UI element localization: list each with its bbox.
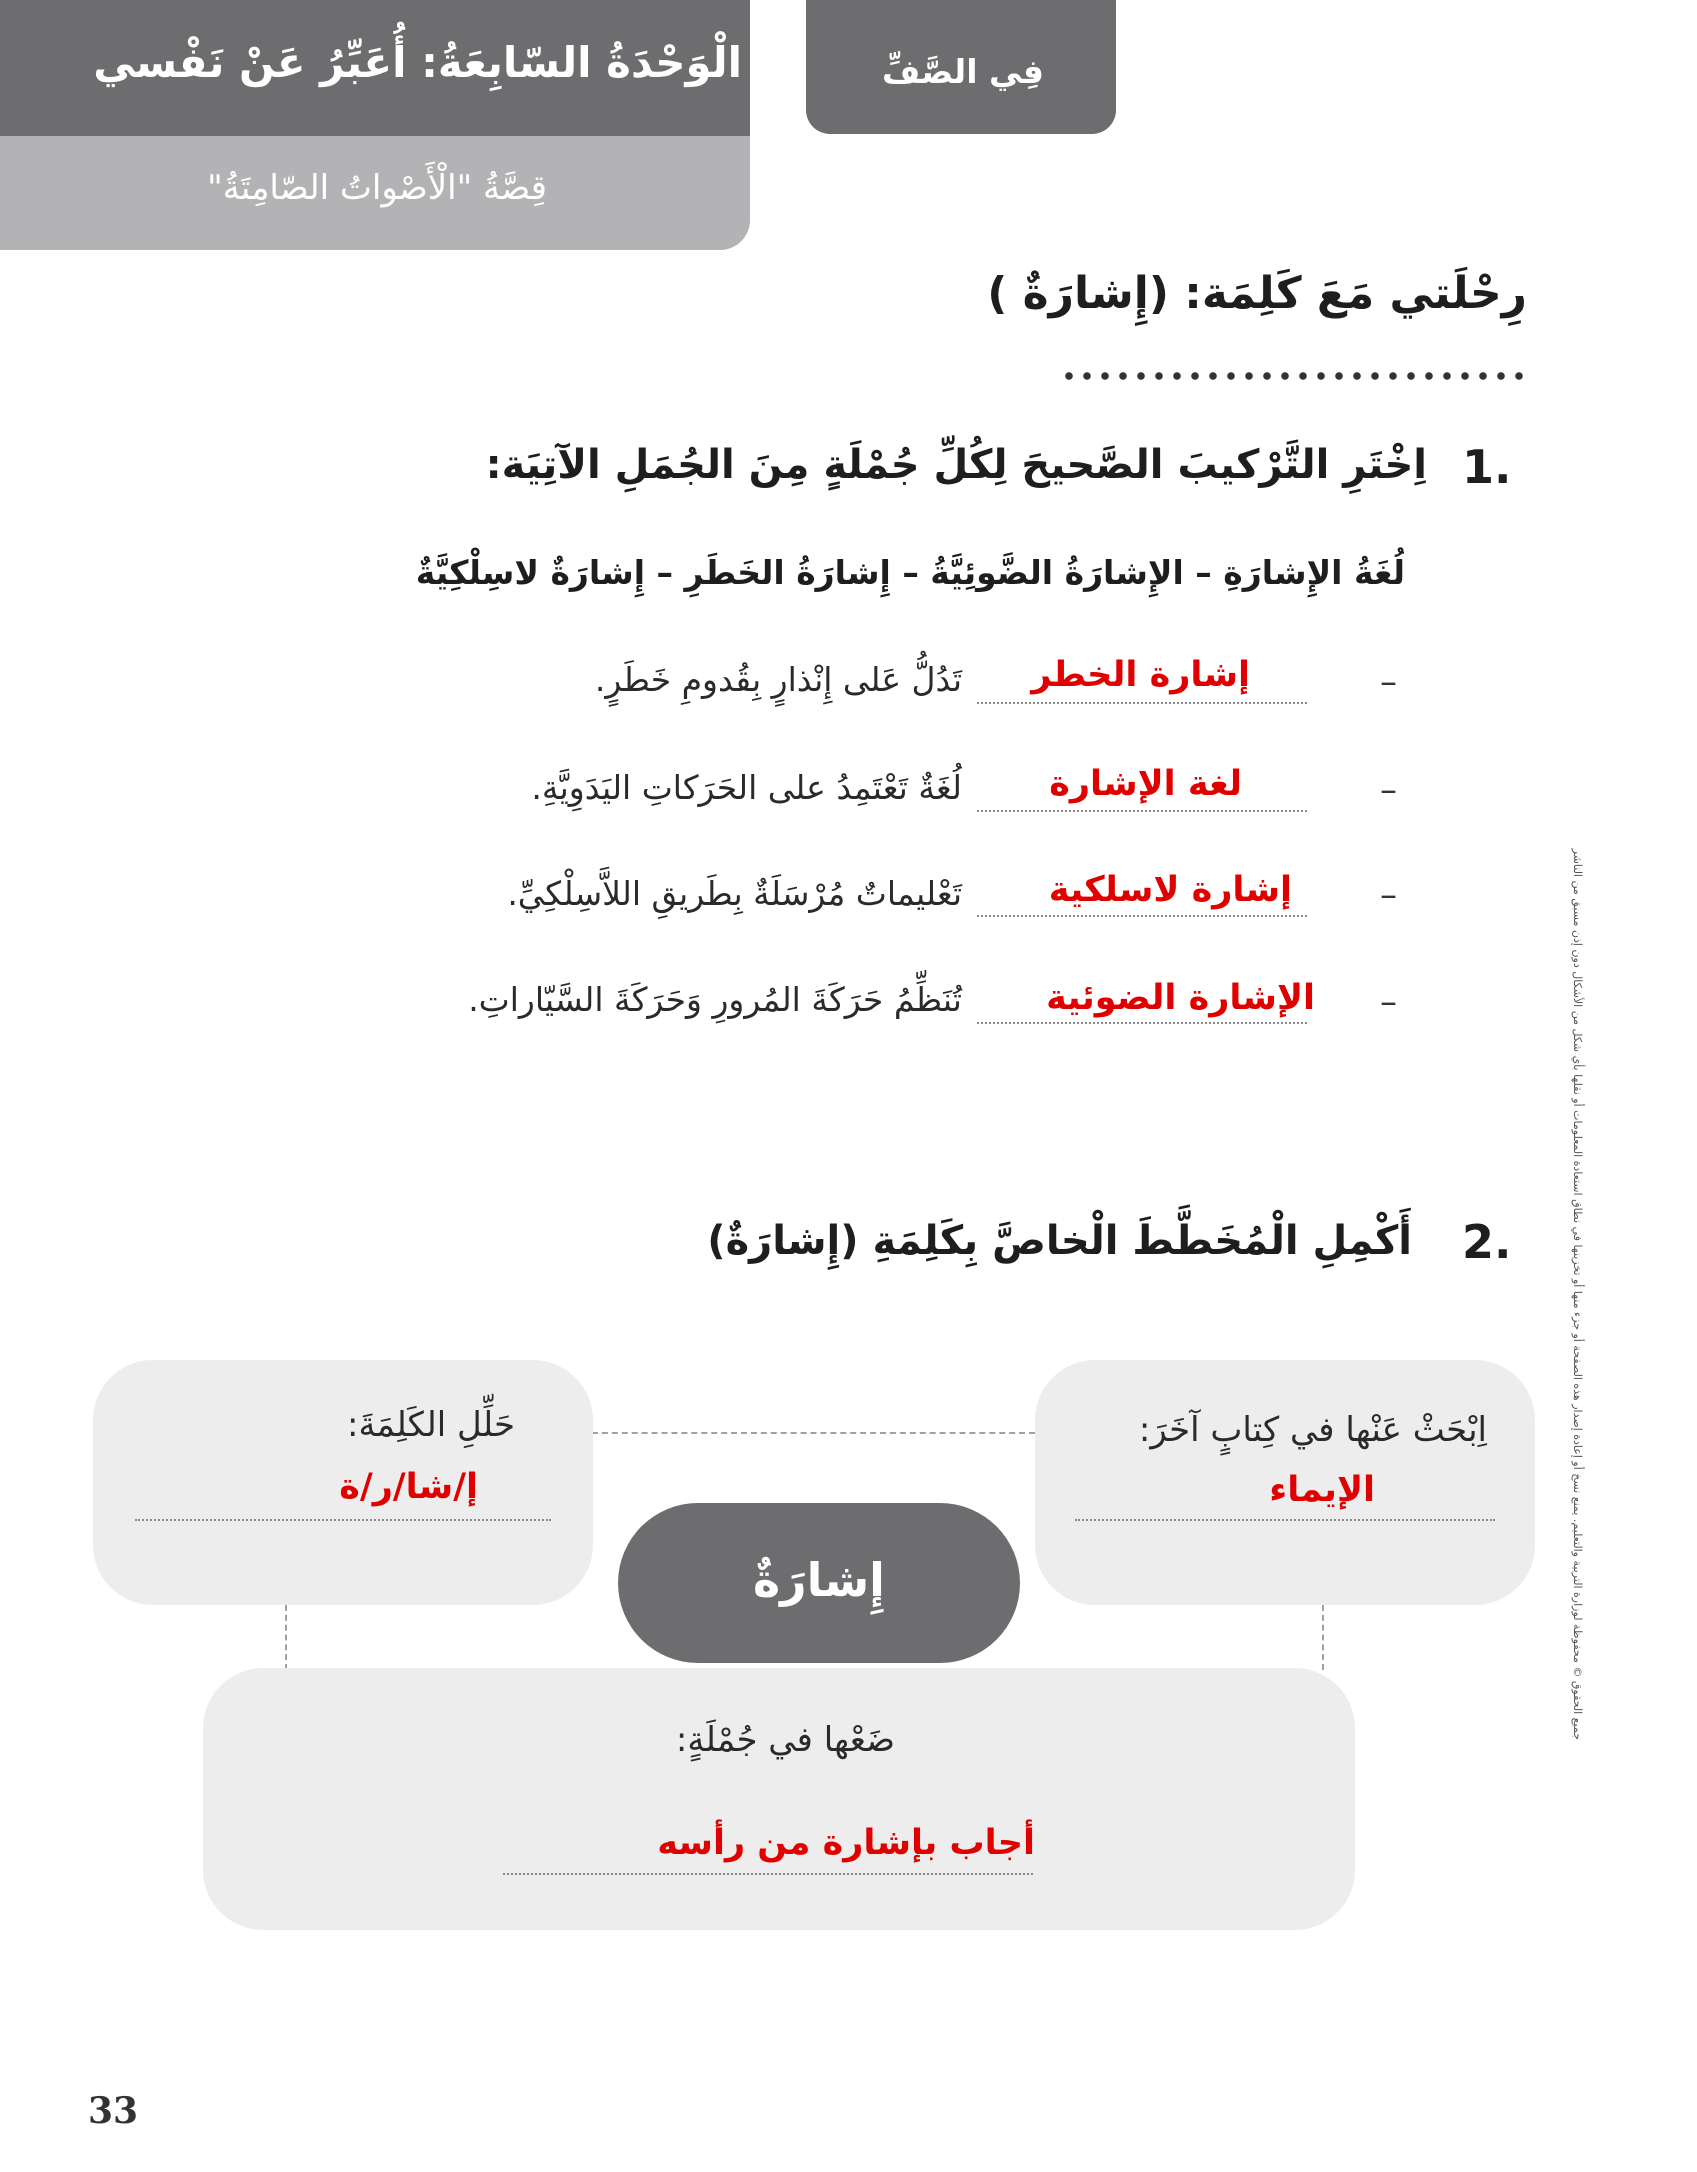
connector-line	[285, 1605, 287, 1670]
connector-line	[592, 1432, 1035, 1434]
center-word: إِشارَةٌ	[753, 1553, 885, 1607]
answer-blank	[1075, 1517, 1495, 1521]
sentence-label: ضَعْها في جُمْلَةٍ:	[675, 1720, 895, 1760]
q1-number: 1.	[1462, 440, 1512, 494]
sentence-text: تَعْليماتٌ مُرْسَلَةٌ بِطَريقِ اللاَّسِلْكِيِّ.	[507, 874, 962, 913]
sentence-box	[203, 1668, 1355, 1930]
q1-text: اِخْتَرِ التَّرْكيبَ الصَّحيحَ لِكُلِّ جُمْلَةٍ مِنَ الجُمَلِ الآتِيَة:	[485, 442, 1427, 488]
answer-text: إشارة الخطر	[1031, 655, 1250, 695]
item-dash: –	[1380, 662, 1397, 702]
answer-blank	[977, 808, 1307, 812]
q2-text: أَكْمِلِ الْمُخَطَّطَ الْخاصَّ بِكَلِمَةِ (إِشارَةٌ)	[707, 1218, 1412, 1264]
sentence-text: تُنَظِّمُ حَرَكَةَ المُرورِ وَحَرَكَةَ السَّيّاراتِ.	[468, 980, 962, 1019]
class-tab-label: فِي الصَّفِّ	[881, 52, 1044, 91]
answer-text: لغة الإشارة	[1049, 764, 1242, 804]
page-number: 33	[88, 2090, 139, 2132]
answer-text: إشارة لاسلكية	[1048, 870, 1292, 910]
analyze-word-box	[93, 1360, 593, 1605]
answer-blank	[503, 1871, 1033, 1875]
connector-line	[1322, 1605, 1324, 1670]
q2-number: 2.	[1462, 1215, 1512, 1269]
answer-blank	[977, 700, 1307, 704]
answer-text: الإشارة الضوئية	[1046, 978, 1315, 1018]
item-dash: –	[1380, 875, 1397, 915]
q1-choices: لُغَةُ الإِشارَةِ – الإِشارَةُ الضَّوئِيَّةُ – إِشارَةُ الخَطَرِ – إِشارَةٌ لاسِلْكِيَّةٌ	[415, 553, 1405, 592]
analyze-label: حَلِّلِ الكَلِمَةَ:	[346, 1405, 515, 1445]
dotted-divider	[1060, 370, 1528, 382]
search-box	[1035, 1360, 1535, 1605]
sentence-text: لُغَةٌ تَعْتَمِدُ على الحَرَكاتِ اليَدَوِيَّةِ.	[531, 768, 962, 807]
search-answer: الإيماء	[1269, 1470, 1375, 1510]
item-dash: –	[1380, 982, 1397, 1022]
answer-blank	[977, 1020, 1307, 1024]
sentence-text: تَدُلُّ عَلى إِنْذارٍ بِقُدومِ خَطَرٍ.	[594, 660, 962, 699]
search-label: اِبْحَثْ عَنْها في كِتابٍ آخَرَ:	[1138, 1410, 1487, 1450]
unit-title: الْوَحْدَةُ السّابِعَةُ: أُعَبِّرُ عَنْ نَفْسي	[93, 38, 742, 87]
analyze-answer: إ/شا/ر/ة	[339, 1467, 478, 1507]
answer-blank	[135, 1517, 551, 1521]
item-dash: –	[1380, 770, 1397, 810]
class-tab	[806, 0, 1116, 134]
copyright-note: جميع الحقوق © محفوظة لوزارة التربية والتعليم. يمنع نسخ أو إعادة إصدار هذه الصفحة أو جزء منها أو تخزينها في نطاق استعادة المعلومات أو نقلها بأي شكل من الأشكال دون إذن مسبق من الناشر	[1571, 848, 1584, 1740]
answer-blank	[977, 913, 1307, 917]
sentence-answer: أجاب بإشارة من رأسه	[657, 1823, 1035, 1863]
story-title: قِصَّةُ "الْأَصْواتُ الصّامِتَةُ"	[207, 168, 547, 208]
journey-title: رِحْلَتي مَعَ كَلِمَة: (إِشارَةٌ )	[987, 268, 1527, 319]
center-word-pill	[618, 1503, 1020, 1663]
